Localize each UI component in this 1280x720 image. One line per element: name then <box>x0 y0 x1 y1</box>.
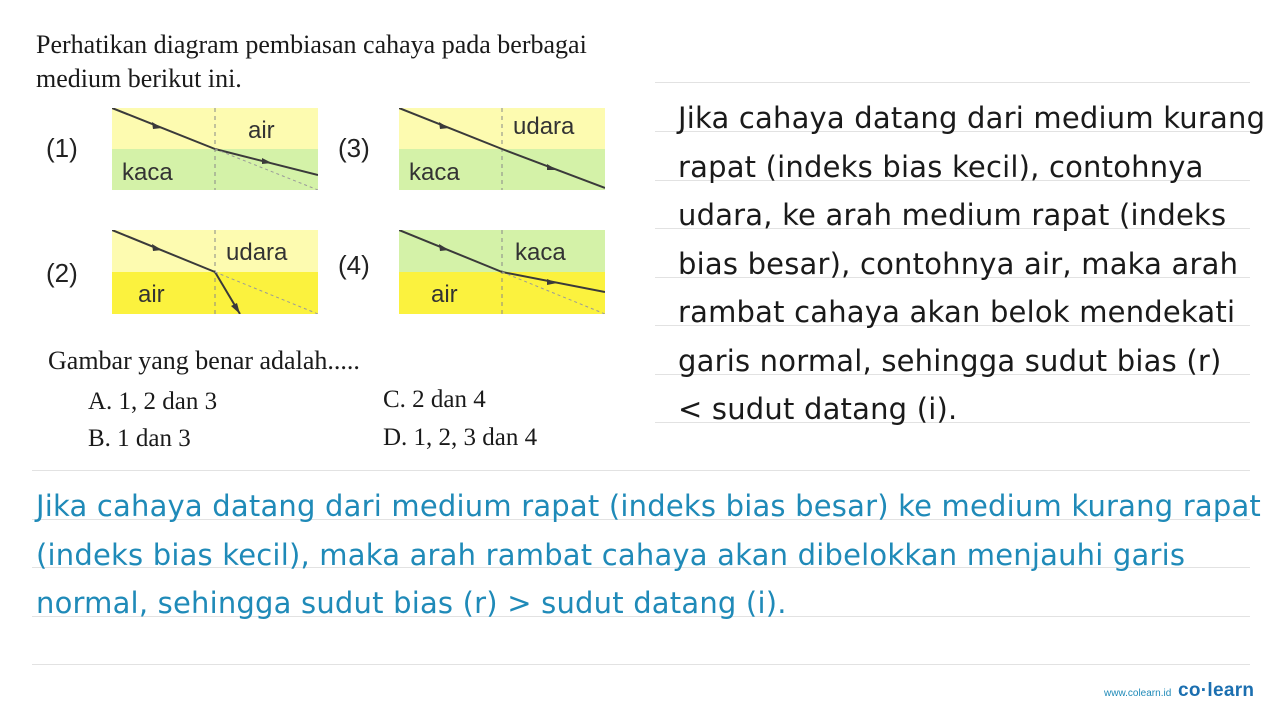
diagram-1-number: (1) <box>46 133 78 163</box>
option-d[interactable]: D. 1, 2, 3 dan 4 <box>383 424 538 451</box>
option-a[interactable]: A. 1, 2 dan 3 <box>88 388 218 415</box>
diagram-3-top-label: udara <box>513 113 575 140</box>
explanation-right-line-7: < sudut datang (i). <box>678 392 958 426</box>
footer-url[interactable]: www.colearn.id <box>1104 688 1172 699</box>
question-prompt: Gambar yang benar adalah..... <box>48 346 360 375</box>
explanation-right-line-4: bias besar), contohnya air, maka arah <box>678 246 1239 281</box>
diagram-3-bottom-label: kaca <box>409 159 460 186</box>
explanation-right-line-3: udara, ke arah medium rapat (indeks <box>678 198 1227 232</box>
brand-logo: co·learn <box>1178 680 1255 701</box>
explanation-right-line-2: rapat (indeks bias kecil), contohnya <box>678 149 1204 184</box>
diagram-2-top-label: udara <box>226 239 288 266</box>
diagram-4-top-label: kaca <box>515 239 566 266</box>
question-line-2: medium berikut ini. <box>36 64 242 93</box>
explanation-bottom-line-2: (indeks bias kecil), maka arah rambat cahaya akan dibelokkan menjauhi garis <box>36 537 1186 572</box>
diagram-1 <box>112 108 318 190</box>
explanation-right <box>678 94 1265 434</box>
diagram-1-top-label: air <box>248 117 275 144</box>
explanation-bottom-line-3: normal, sehingga sudut bias (r) > sudut datang (i). <box>36 586 787 620</box>
explanation-right-line-5: rambat cahaya akan belok mendekati <box>678 295 1236 329</box>
explanation-bottom-line-1: Jika cahaya datang dari medium rapat (indeks bias besar) ke medium kurang rapat <box>36 489 1261 523</box>
explanation-bottom <box>36 482 1261 628</box>
explanation-right-line-1: Jika cahaya datang dari medium kurang <box>678 101 1266 135</box>
diagram-4-number: (4) <box>338 250 370 280</box>
diagram-4 <box>399 230 605 314</box>
diagram-1-bottom-label: kaca <box>122 159 173 186</box>
diagram-2-number: (2) <box>46 258 78 288</box>
diagram-4-bottom-label: air <box>431 281 458 308</box>
diagram-3-number: (3) <box>338 133 370 163</box>
explanation-right-line-6: garis normal, sehingga sudut bias (r) <box>678 343 1222 378</box>
diagram-2 <box>112 230 318 314</box>
option-c[interactable]: C. 2 dan 4 <box>383 386 486 413</box>
diagram-3 <box>399 108 605 190</box>
diagram-2-bottom-label: air <box>138 281 165 308</box>
option-b[interactable]: B. 1 dan 3 <box>88 425 191 452</box>
question-line-1: Perhatikan diagram pembiasan cahaya pada berbagai <box>36 30 587 59</box>
